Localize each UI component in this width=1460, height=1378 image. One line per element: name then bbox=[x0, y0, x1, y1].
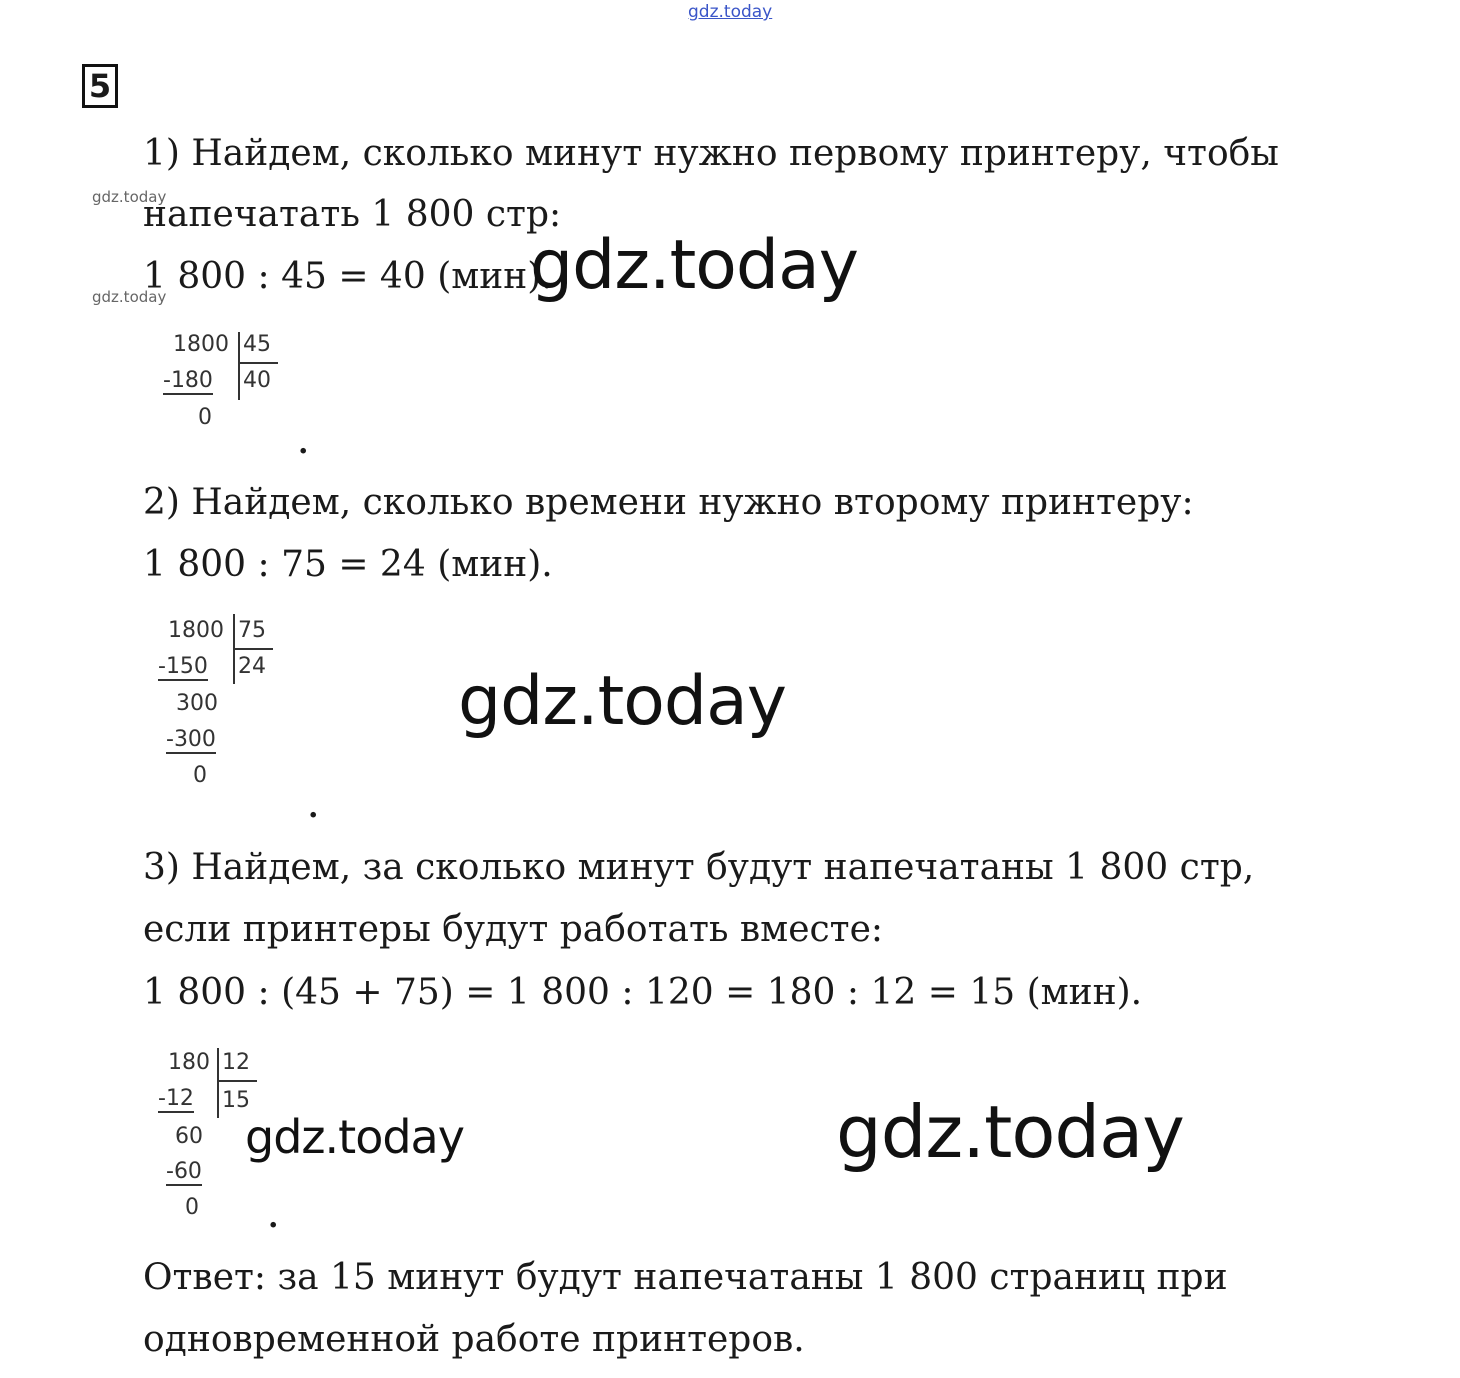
dividend: 1800 bbox=[173, 332, 229, 357]
watermark-small: gdz.today bbox=[92, 188, 167, 206]
subtrahend: -12 bbox=[158, 1086, 194, 1111]
partial-dividend: 60 bbox=[175, 1124, 203, 1149]
subtrahend: -300 bbox=[166, 727, 216, 752]
divisor: 12 bbox=[222, 1050, 250, 1075]
step2-line1: 2) Найдем, сколько времени нужно второму принтеру: bbox=[143, 482, 1194, 523]
remainder: 0 bbox=[185, 1195, 199, 1220]
answer-line2: одновременной работе принтеров. bbox=[143, 1319, 805, 1360]
watermark-top[interactable]: gdz.today bbox=[688, 2, 773, 22]
step2-equation: 1 800 : 75 = 24 (мин). bbox=[143, 544, 553, 585]
step3-equation: 1 800 : (45 + 75) = 1 800 : 120 = 180 : 12 = 15 (мин). bbox=[143, 972, 1143, 1013]
quotient: 24 bbox=[238, 654, 266, 679]
step3-line2: если принтеры будут работать вместе: bbox=[143, 909, 884, 950]
step3-line1: 3) Найдем, за сколько минут будут напечатаны 1 800 стр, bbox=[143, 847, 1255, 888]
subtrahend: -180 bbox=[163, 368, 213, 393]
divisor: 45 bbox=[243, 332, 271, 357]
step1-line1: 1) Найдем, сколько минут нужно первому принтеру, чтобы bbox=[143, 133, 1279, 174]
watermark-big: gdz.today bbox=[458, 662, 786, 741]
subtrahend: -60 bbox=[166, 1159, 202, 1184]
task-number: 5 bbox=[82, 64, 118, 108]
watermark-big: gdz.today bbox=[530, 226, 858, 305]
period-mark: . bbox=[298, 426, 309, 461]
period-mark: . bbox=[268, 1200, 279, 1235]
quotient: 15 bbox=[222, 1088, 250, 1113]
period-mark: . bbox=[308, 790, 319, 825]
answer-line1: Ответ: за 15 минут будут напечатаны 1 800 страниц при bbox=[143, 1257, 1228, 1298]
divisor: 75 bbox=[238, 618, 266, 643]
dividend: 180 bbox=[168, 1050, 210, 1075]
watermark-big: gdz.today bbox=[836, 1090, 1184, 1174]
dividend: 1800 bbox=[168, 618, 224, 643]
quotient: 40 bbox=[243, 368, 271, 393]
partial-dividend: 300 bbox=[176, 691, 218, 716]
watermark-big: gdz.today bbox=[245, 1110, 464, 1164]
step1-equation: 1 800 : 45 = 40 (мин). bbox=[143, 256, 553, 297]
watermark-small: gdz.today bbox=[92, 288, 167, 306]
remainder: 0 bbox=[193, 763, 207, 788]
remainder: 0 bbox=[198, 405, 212, 430]
step1-line2: напечатать 1 800 стр: bbox=[143, 194, 562, 235]
subtrahend: -150 bbox=[158, 654, 208, 679]
